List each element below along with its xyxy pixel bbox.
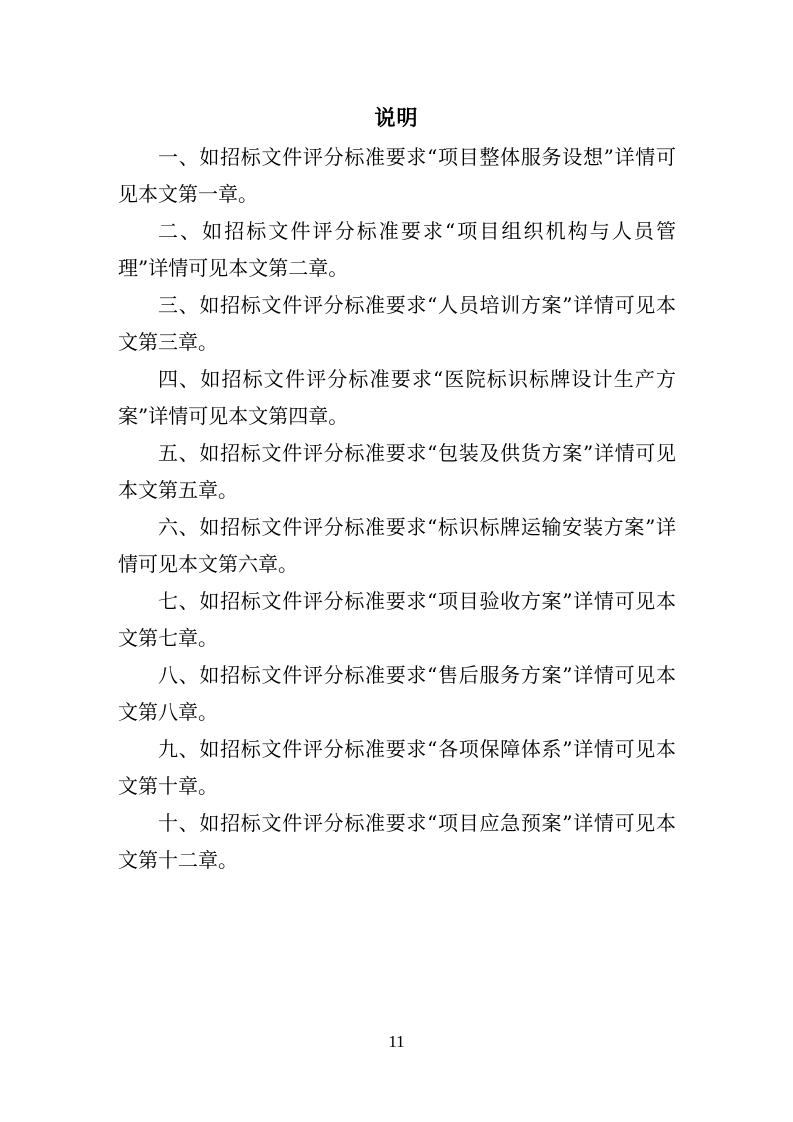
paragraph-4: 四、如招标文件评分标准要求“医院标识标牌设计生产方案”详情可见本文第四章。 [118, 367, 676, 428]
paragraph-7: 七、如招标文件评分标准要求“项目验收方案”详情可见本文第七章。 [118, 589, 676, 650]
paragraph-9: 九、如招标文件评分标准要求“各项保障体系”详情可见本文第十章。 [118, 737, 676, 798]
page-number: 11 [388, 1032, 405, 1051]
paragraph-2: 二、如招标文件评分标准要求“项目组织机构与人员管理”详情可见本文第二章。 [118, 219, 676, 280]
paragraph-8: 八、如招标文件评分标准要求“售后服务方案”详情可见本文第八章。 [118, 663, 676, 724]
paragraph-6: 六、如招标文件评分标准要求“标识标牌运输安装方案”详情可见本文第六章。 [118, 515, 676, 576]
paragraph-1: 一、如招标文件评分标准要求“项目整体服务设想”详情可见本文第一章。 [118, 145, 676, 206]
page-title: 说明 [374, 105, 419, 130]
paragraph-5: 五、如招标文件评分标准要求“包装及供货方案”详情可见本文第五章。 [118, 441, 676, 502]
body-text [118, 139, 676, 879]
paragraph-10: 十、如招标文件评分标准要求“项目应急预案”详情可见本文第十二章。 [118, 811, 676, 872]
paragraph-3: 三、如招标文件评分标准要求“人员培训方案”详情可见本文第三章。 [118, 293, 676, 354]
